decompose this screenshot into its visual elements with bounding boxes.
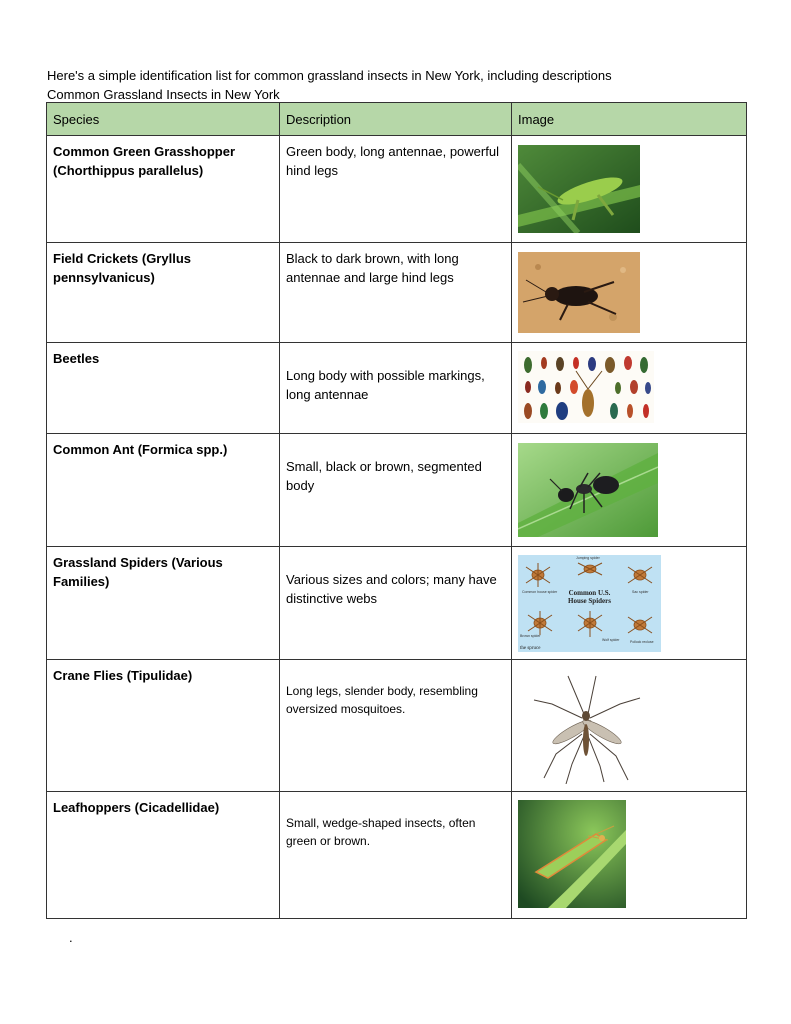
species-name: Field Crickets (Gryllus pennsylvanicus) [53, 251, 191, 285]
species-description: Black to dark brown, with long antennae and large hind legs [286, 251, 459, 285]
intro-line-2: Common Grassland Insects in New York [47, 87, 280, 102]
table-row [47, 243, 747, 343]
spider-label: Common house spider [522, 590, 558, 594]
species-name: Beetles [53, 351, 100, 366]
spider-label: Jumping spider [576, 556, 600, 560]
spider-label: the spruce [520, 646, 541, 651]
spider-chart-title-2: House Spiders [568, 597, 611, 605]
species-description: Long body with possible markings, long antennae [286, 368, 485, 402]
species-description: Various sizes and colors; many have distinctive webs [286, 572, 497, 606]
spider-label: Wolf spider [602, 638, 620, 642]
header-description: Description [280, 103, 512, 136]
table-row [47, 434, 747, 547]
leafhopper-photo [518, 800, 626, 908]
spider-label: Sac spider [632, 590, 649, 594]
spider-label: Brown spider [520, 634, 541, 638]
species-description: Long legs, slender body, resembling oversized mosquitoes. [286, 684, 478, 716]
table-row [47, 136, 747, 243]
beetles-chart [518, 351, 654, 423]
species-description: Green body, long antennae, powerful hind legs [286, 144, 499, 178]
table-row [47, 660, 747, 792]
species-name: Crane Flies (Tipulidae) [53, 668, 193, 683]
header-species: Species [47, 103, 280, 136]
species-name: Grassland Spiders (Various Families) [53, 555, 223, 589]
species-name: Common Ant (Formica spp.) [53, 442, 228, 457]
trailing-dot: . [69, 930, 73, 945]
crane-fly-illustration [532, 674, 642, 784]
species-name: Common Green Grasshopper (Chorthippus parallelus) [53, 144, 236, 178]
spider-chart-title-1: Common U.S. [568, 589, 611, 597]
spiders-chart [518, 555, 661, 652]
grasshopper-photo [518, 145, 640, 233]
spider-label: Pollock recluse [630, 640, 654, 644]
ant-photo [518, 443, 658, 537]
insect-table [46, 102, 747, 919]
species-description: Small, black or brown, segmented body [286, 459, 482, 493]
table-row [47, 547, 747, 660]
table-row [47, 343, 747, 434]
header-image: Image [512, 103, 747, 136]
species-description: Small, wedge-shaped insects, often green or brown. [286, 816, 476, 848]
intro-line-1: Here's a simple identification list for common grassland insects in New York, including descriptions [47, 68, 612, 83]
table-header-row [47, 103, 747, 136]
intro-text [47, 66, 612, 104]
table-row [47, 792, 747, 919]
species-name: Leafhoppers (Cicadellidae) [53, 800, 220, 815]
cricket-photo [518, 252, 640, 333]
